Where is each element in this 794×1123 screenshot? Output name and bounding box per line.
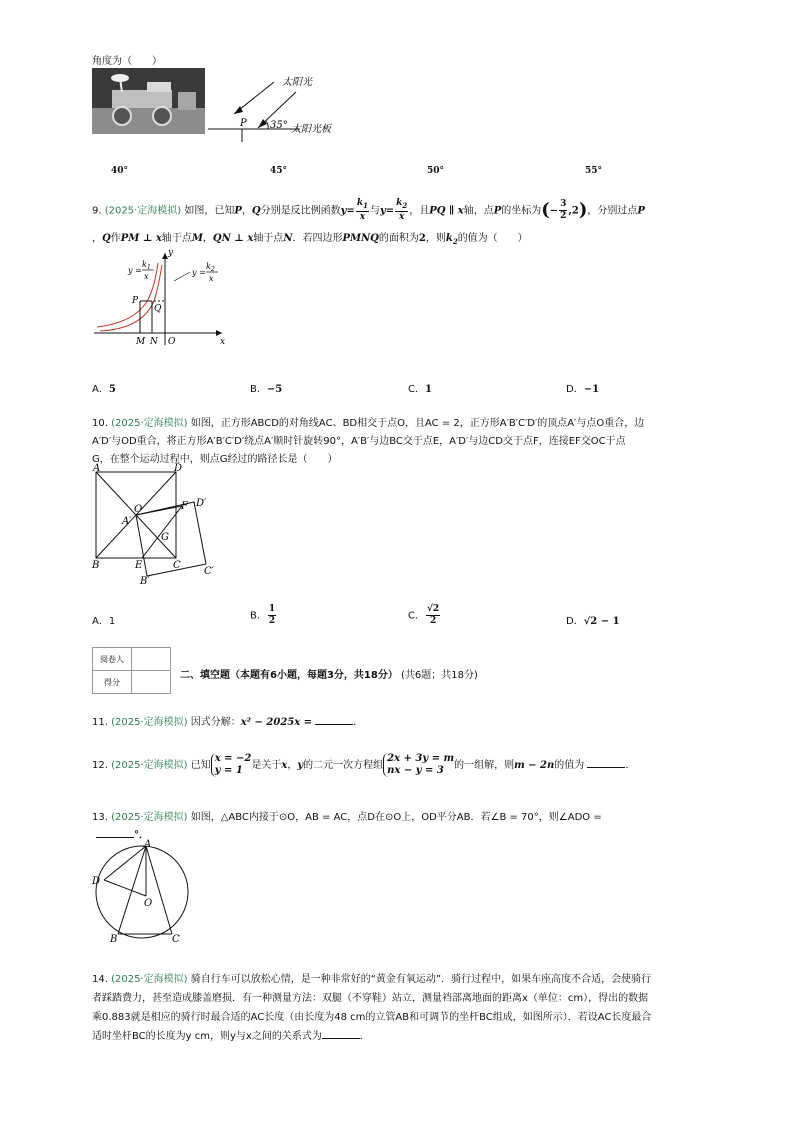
q9-source: (2025·定海模拟) <box>104 205 182 217</box>
svg-text:O: O <box>134 504 143 515</box>
q13-circle-figure <box>90 838 200 946</box>
q10-source: (2025·定海模拟) <box>111 418 188 429</box>
svg-text:x: x <box>144 272 149 281</box>
q10-option-d[interactable]: D．√2 − 1 <box>566 616 620 627</box>
svg-text:O: O <box>168 337 176 347</box>
q13-answer-blank[interactable] <box>96 828 134 838</box>
svg-text:D′: D′ <box>196 498 207 509</box>
svg-text:A′: A′ <box>122 516 132 527</box>
q9-option-d[interactable]: D．−1 <box>566 384 600 395</box>
svg-text:k: k <box>142 260 147 269</box>
svg-text:E: E <box>135 560 143 571</box>
q10-number: 10. <box>92 418 108 429</box>
svg-text:1: 1 <box>147 264 151 271</box>
section2-heading: 二、填空题（本题有6小题，每题3分，共18分） (共6题；共18分) <box>180 670 478 681</box>
q8-option-a[interactable]: 40° <box>111 166 129 176</box>
q8-option-c[interactable]: 50° <box>427 166 445 176</box>
svg-text:y =: y = <box>192 268 206 277</box>
svg-text:D: D <box>174 463 183 474</box>
svg-text:y: y <box>168 248 174 258</box>
svg-text:Q: Q <box>154 304 162 314</box>
q13-stem-line2: °． <box>96 826 149 841</box>
fraction-3-over-2: $\frac{3}{2}$ <box>560 198 567 221</box>
q11-stem: 11. (2025·定海模拟) 因式分解：x² − 2025x = ． <box>92 717 364 728</box>
sunlight-label: 太阳光 <box>282 77 312 88</box>
q14-answer-blank[interactable] <box>322 1029 360 1039</box>
q10-stem-line2: A′D′与OD重合，将正方形A′B′C′D′绕点A′顺时针旋转90°，A′B′与边BC交于点E，A′D′与边CD交于点F，连接EF交OC于点 <box>92 436 626 447</box>
q12-equation-system: 2x + 3y = m nx − y = 3 <box>383 753 454 777</box>
svg-text:k: k <box>206 262 211 271</box>
fraction-k2-over-x: $\frac{k_2}{x}$ <box>396 198 408 222</box>
svg-text:G: G <box>161 532 169 543</box>
q13-stem-line1: 13. (2025·定海模拟) 如图，△ABC内接于⊙O，AB = AC，点D在⊙O上，OD平分AB．若∠B = 70°，则∠ADO = <box>92 812 602 823</box>
svg-text:y =: y = <box>128 266 142 275</box>
q10-option-b[interactable]: B． $\frac{1}{2}$ <box>250 604 276 626</box>
solar-panel-label: 太阳光板 <box>291 124 331 135</box>
svg-text:C: C <box>173 560 181 571</box>
q12-solution-system: x = −2 y = 1 <box>211 753 252 777</box>
svg-text:O: O <box>144 898 153 909</box>
q14-stem-line2: 者踩踏费力，甚至造成膝盖磨损．有一种测量方法：双腿（不穿鞋）站立，测量裆部离地面的距离x（单位：cm），得出的数据 <box>92 993 649 1004</box>
svg-text:A: A <box>144 839 152 850</box>
q8-option-b[interactable]: 45° <box>270 166 288 176</box>
q10-stem-line1: 10. (2025·定海模拟) 如图，正方形ABCD的对角线AC、BD相交于点O，且AC = 2，正方形A′B′C′D′的顶点A′与点O重合，边 <box>92 418 645 429</box>
q10-stem-line3: G，在整个运动过程中，则点G经过的路径长是（ ） <box>92 454 338 465</box>
svg-text:B′: B′ <box>140 576 150 587</box>
svg-text:C: C <box>172 934 180 945</box>
svg-text:D: D <box>92 876 101 887</box>
svg-text:x: x <box>220 337 226 347</box>
q9-number: 9. <box>92 205 102 217</box>
q14-stem-line1: 14. (2025·定海模拟) 骑自行车可以放松心情，是一种非常好的“黄金有氧运动”．骑行过程中，如果车座高度不合适，会使骑行 <box>92 974 652 985</box>
svg-text:x: x <box>209 274 214 283</box>
svg-text:A: A <box>93 463 101 474</box>
score-table <box>92 647 171 694</box>
score-label: 得分 <box>93 671 132 694</box>
q10-square-rotation-figure <box>90 462 220 590</box>
q12-answer-blank[interactable] <box>587 758 625 768</box>
q14-stem-line3: 乘0.883就是相应的骑行时最合适的AC长度（由长度为48 cm的立管AB和可调节的坐杆BC组成，如图所示）．若设AC长度最合 <box>92 1012 652 1023</box>
q10-option-c[interactable]: C． $\frac{√2}{2}$ <box>408 604 440 626</box>
svg-text:2: 2 <box>211 266 215 273</box>
q9-stem-line2: ，Q作PM ⊥ x轴于点M，QN ⊥ x轴于点N．若四边形PMNQ的面积为2，则$k_2$的值为（ ） <box>92 233 528 246</box>
q12-stem: 12. (2025·定海模拟) 已知 x = −2 y = 1 是关于x，y的二元一次方程组 2x + 3y = m nx − y = 3 的一组解，则m − 2n的值为 ． <box>92 753 636 776</box>
svg-text:B: B <box>110 934 118 945</box>
svg-text:P: P <box>132 296 139 306</box>
svg-text:M: M <box>136 337 146 347</box>
q8-option-d[interactable]: 55° <box>585 166 603 176</box>
svg-text:N: N <box>150 337 158 347</box>
q8-sun-panel-diagram <box>200 68 360 148</box>
q9-option-b[interactable]: B．−5 <box>250 384 283 395</box>
q8-stem-tail: 角度为（ ） <box>92 56 162 67</box>
q9-hyperbola-figure <box>92 245 232 350</box>
point-p-label: P <box>240 118 247 129</box>
angle-label: 35° <box>270 120 288 131</box>
q9-option-a[interactable]: A．5 <box>92 384 116 395</box>
svg-text:C′: C′ <box>204 566 214 577</box>
grader-label: 阅卷人 <box>93 648 132 671</box>
lunar-rover-photo <box>92 68 205 134</box>
q11-answer-blank[interactable] <box>315 715 353 725</box>
svg-text:F: F <box>181 501 188 512</box>
grader-cell[interactable] <box>132 648 171 671</box>
q14-stem-line4: 适时坐杆BC的长度为y cm，则y与x之间的关系式为 ． <box>92 1031 370 1042</box>
q10-option-a[interactable]: A．1 <box>92 616 116 627</box>
fraction-k1-over-x: $\frac{k_1}{x}$ <box>356 198 368 222</box>
svg-text:B: B <box>92 560 100 571</box>
q9-option-c[interactable]: C．1 <box>408 384 432 395</box>
score-cell[interactable] <box>132 671 171 694</box>
q9-stem-line1: 9. (2025·定海模拟) 如图，已知P，Q分别是反比例函数y= $\frac{k_1}{x}$ 与y= $\frac{k_2}{x}$ ，且PQ ∥ x轴，点P的坐标为(− $\frac{3}{2}$ ,2)，分别过点P <box>92 198 645 222</box>
